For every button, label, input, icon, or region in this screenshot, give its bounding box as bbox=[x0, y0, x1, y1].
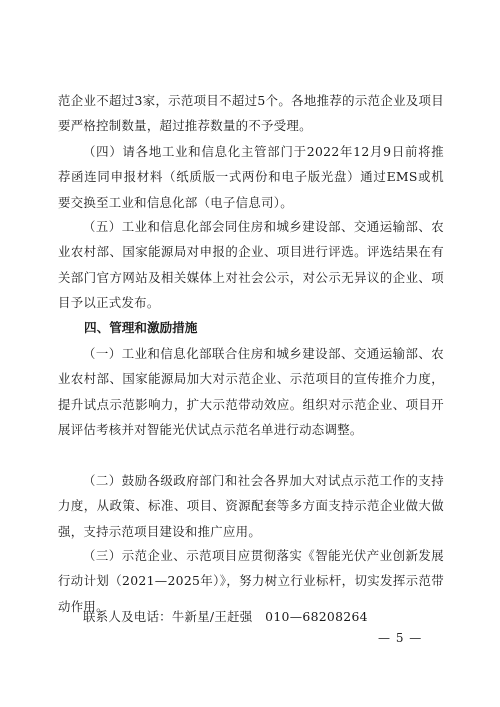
paragraph-measure-2: （二）鼓励各级政府部门和社会各界加大对试点示范工作的支持力度，从政策、标准、项目、资源配套等多方面支持示范企业做大做强，支持示范项目建设和推广应用。 bbox=[58, 473, 444, 539]
contact-line: 联系人及电话：牛新星/王赶强 010—68208264 bbox=[83, 609, 368, 624]
page-number: — 5 — bbox=[378, 631, 423, 645]
paragraph-quota: 范企业不超过3家，示范项目不超过5个。各地推荐的示范企业及项目要严格控制数量，超过推荐数量的不予受理。 bbox=[58, 93, 444, 134]
section-heading: 四、管理和激励措施 bbox=[84, 320, 198, 335]
paragraph-item-5: （五）工业和信息化部会同住房和城乡建设部、交通运输部、农业农村部、国家能源局对申报的企业、项目进行评选。评选结果在有关部门官方网站及相关媒体上对社会公示，对公示无异议的企业、项目予以正式发布。 bbox=[58, 219, 444, 311]
paragraph-item-4: （四）请各地工业和信息化主管部门于2022年12月9日前将推荐函连同申报材料（纸质版一式两份和电子版光盘）通过EMS或机要交换至工业和信息化部（电子信息司）。 bbox=[58, 144, 444, 210]
paragraph-measure-1: （一）工业和信息化部联合住房和城乡建设部、交通运输部、农业农村部、国家能源局加大对示范企业、示范项目的宣传推介力度，提升试点示范影响力，扩大示范带动效应。组织对示范企业、项目开展评估考核并对智能光伏试点示范名单进行动态调整。 bbox=[58, 346, 444, 438]
paragraph-measure-3: （三）示范企业、示范项目应贯彻落实《智能光伏产业创新发展行动计划（2021—2025年）》，努力树立行业标杆，切实发挥示范带动作用。 bbox=[58, 548, 444, 614]
